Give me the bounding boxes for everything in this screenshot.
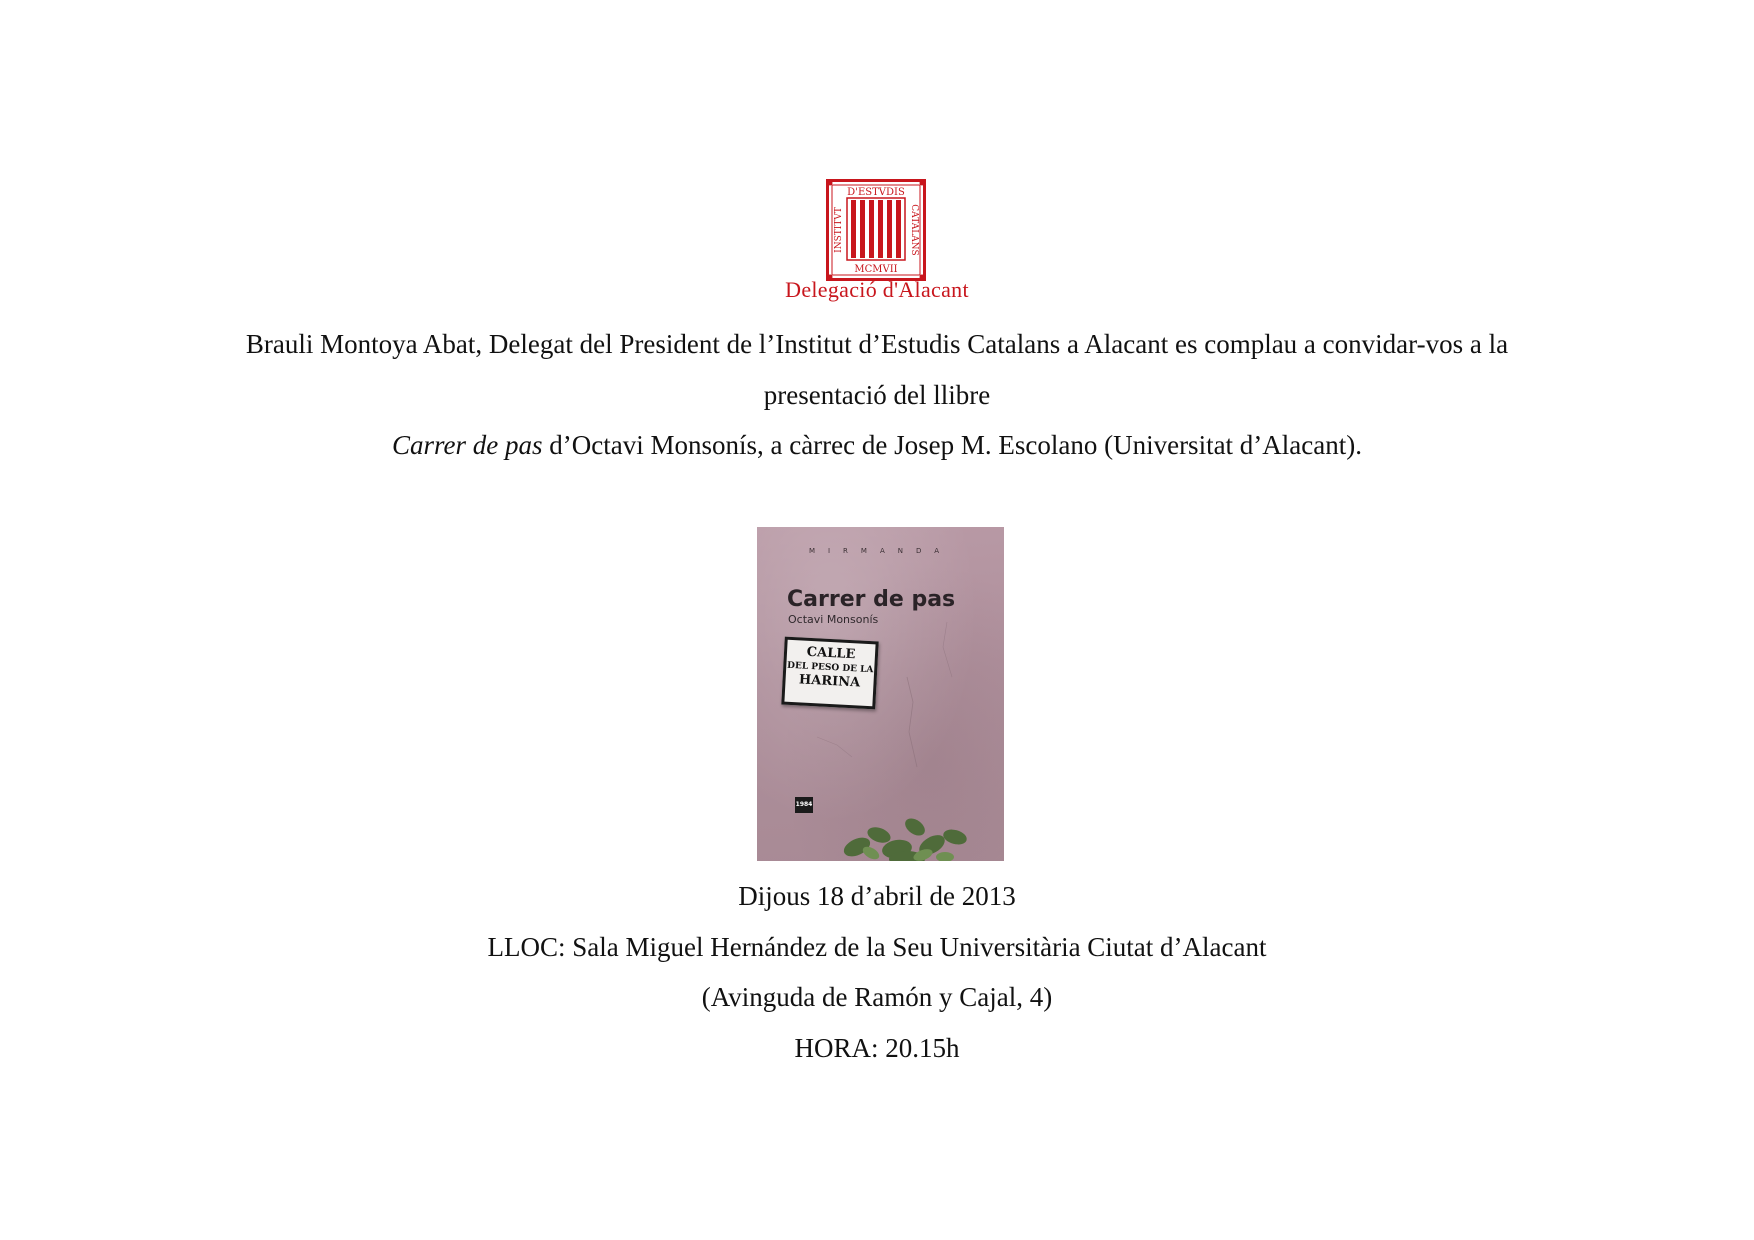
event-address: (Avinguda de Ramón y Cajal, 4) (701, 982, 1053, 1012)
svg-text:D'ESTVDIS: D'ESTVDIS (847, 187, 905, 198)
cover-author: Octavi Monsonís (788, 613, 879, 626)
svg-text:CATALANS: CATALANS (909, 204, 919, 256)
invitation-line-1: Brauli Montoya Abat, Delegat del President de l’Institut d’Estudis Catalans a Alacant es complau a convidar-vos a la (245, 329, 1509, 359)
svg-text:MCMVII: MCMVII (854, 264, 898, 275)
invitation-line-3-rest: d’Octavi Monsonís, a càrrec de Josep M. Escolano (Universitat d’Alacant). (542, 430, 1362, 460)
plant-leaves-icon (837, 797, 977, 861)
cover-title: Carrer de pas (787, 587, 956, 612)
cover-series-name: MIRMANDA (808, 547, 953, 555)
invitation-line-3 (0, 428, 1754, 462)
street-sign-line-1: CALLE (806, 644, 856, 663)
publisher-logo: 1984 (795, 797, 813, 813)
book-cover-image (757, 527, 1004, 861)
event-date: Dijous 18 d’abril de 2013 (738, 881, 1016, 911)
street-sign-line-3: HARINA (798, 672, 861, 691)
iec-seal-logo (826, 179, 926, 281)
delegation-caption: Delegació d'Alacant (785, 277, 969, 302)
book-title-italic: Carrer de pas (391, 430, 543, 460)
street-sign (781, 637, 878, 710)
event-time: HORA: 20.15h (794, 1033, 960, 1063)
street-sign-line-2: DEL PESO DE LA (786, 660, 874, 676)
svg-text:INSTITVT: INSTITVT (834, 207, 844, 253)
invitation-line-2: presentació del llibre (763, 380, 991, 410)
event-place: LLOC: Sala Miguel Hernández de la Seu Universitària Ciutat d’Alacant (487, 932, 1267, 962)
